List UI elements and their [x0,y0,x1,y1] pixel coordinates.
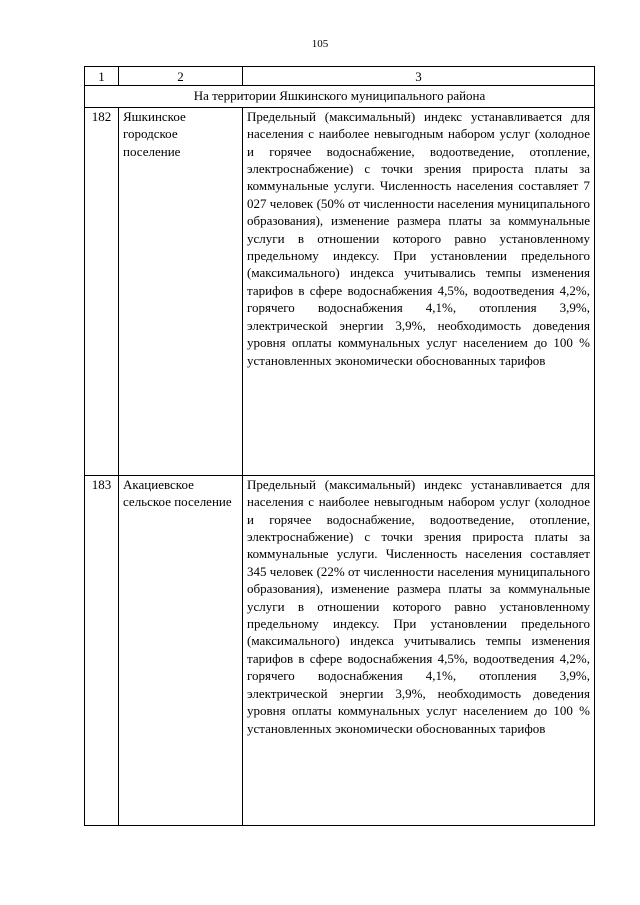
table-row [85,107,595,475]
index-description: Предельный (максимальный) индекс устанавливается для населения с наиболее невыгодным набором услуг (холодное и горячее водоснабжение, водоотведение, отопление, электроснабжение) с точки зрения прироста платы за коммунальные услуги. Численность населения составляет 345 человек (22% от численности населения муниципального образования), изменение размера платы за коммунальные услуги в отношении которого равно установленному предельному индексу. При установлении предельного (максимального) индекса учитывались темпы изменения тарифов в сфере водоснабжения 4,5%, водоотведения 4,2%, горячего водоснабжения 4,1%, отопления 3,9%, электрической энергии 3,9%, необходимость доведения уровня оплаты коммунальных услуг населением до 100 % установленных экономически обоснованных тарифов [243,475,595,825]
row-number: 183 [85,475,119,825]
table-header-row [85,67,595,86]
section-row [85,86,595,107]
settlement-name: Акациевское сельское поселение [119,475,243,825]
section-title: На территории Яшкинского муниципального района [85,86,595,107]
row-number: 182 [85,107,119,475]
column-header-2: 2 [119,67,243,86]
column-header-3: 3 [243,67,595,86]
page-number: 105 [311,38,329,50]
settlement-name: Яшкинское городское поселение [119,107,243,475]
table-row [85,475,595,825]
index-description: Предельный (максимальный) индекс устанавливается для населения с наиболее невыгодным набором услуг (холодное и горячее водоснабжение, водоотведение, отопление, электроснабжение) с точки зрения прироста платы за коммунальные услуги. Численность населения составляет 7 027 человек (50% от численности населения муниципального образования), изменение размера платы за коммунальные услуги в отношении которого равно установленному предельному индексу. При установлении предельного (максимального) индекса учитывались темпы изменения тарифов в сфере водоснабжения 4,5%, водоотведения 4,2%, горячего водоснабжения 4,1%, отопления 3,9%, электрической энергии 3,9%, необходимость доведения уровня оплаты коммунальных услуг населением до 100 % установленных экономически обоснованных тарифов [243,107,595,475]
tariff-index-table [84,66,595,826]
column-header-1: 1 [85,67,119,86]
